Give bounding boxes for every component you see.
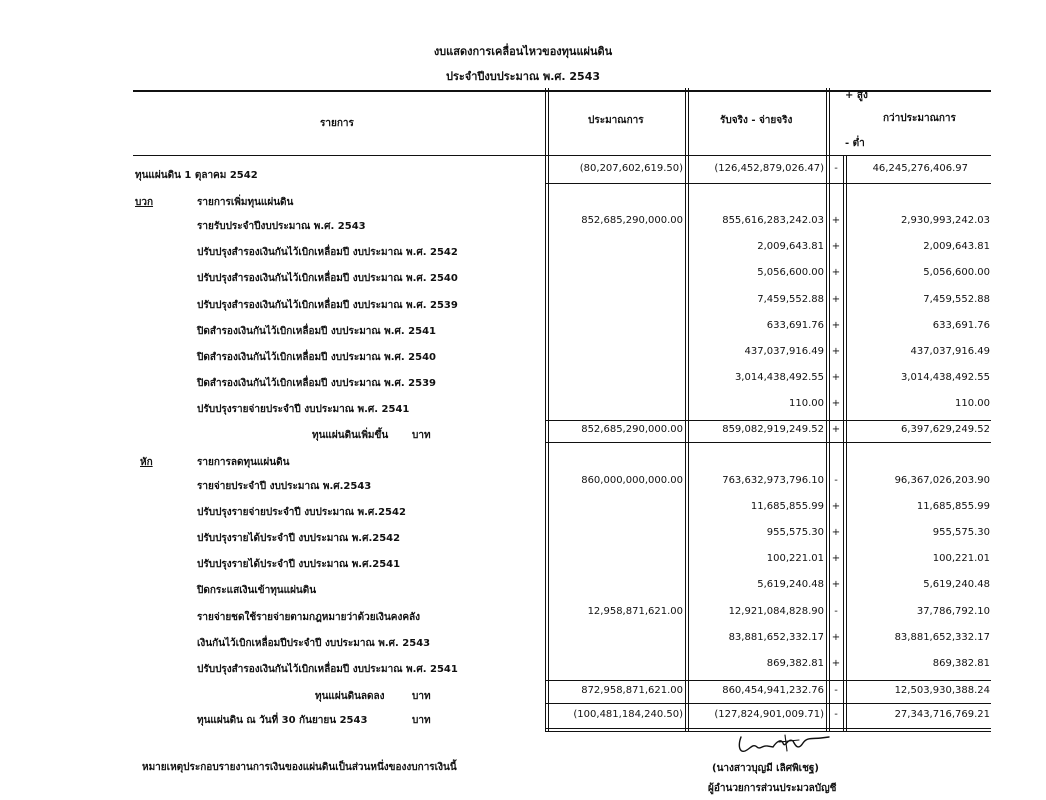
row-diff: 11,685,855.99 [916, 501, 990, 513]
row-diff: 2,009,643.81 [923, 241, 990, 253]
add-section-tag: บวก [135, 197, 154, 208]
row-label: ปรับปรุงสำรองเงินกันไว้เบิกเหลื่อมปี งบประมาณ พ.ศ. 2540 [197, 273, 458, 285]
row-budget: 860,000,000,000.00 [581, 475, 683, 486]
row-actual: 5,056,600.00 [757, 267, 824, 279]
closing-budget: (100,481,184,240.50) [573, 709, 683, 720]
add-total-actual: 859,082,919,249.52 [722, 424, 824, 435]
row-sign: + [831, 319, 841, 331]
row-sign: - [834, 475, 838, 486]
row-sign: + [831, 346, 841, 357]
row-label: รายจ่ายประจำปี งบประมาณ พ.ศ.2543 [197, 481, 372, 492]
document-title: งบแสดงการเคลื่อนไหวของทุนแผ่นดิน [433, 45, 613, 58]
row-diff: 869,382.81 [932, 657, 990, 669]
opening-budget: (80,207,602,619.50) [579, 163, 683, 174]
row-actual: 110.00 [789, 398, 824, 410]
row-actual: 869,382.81 [766, 657, 824, 669]
row-actual: 763,632,973,796.10 [722, 475, 824, 486]
less-total-actual: 860,454,941,232.76 [722, 685, 824, 696]
less-total-sign: - [834, 685, 838, 696]
row-sign: + [831, 579, 841, 591]
row-diff: 2,930,993,242.03 [900, 215, 990, 226]
row-diff: 96,367,026,203.90 [894, 475, 990, 486]
header-plus-high: + สูง [845, 90, 868, 101]
row-label: ปรับปรุงรายได้ประจำปี งบประมาณ พ.ศ.2541 [197, 559, 401, 571]
add-section-heading: รายการเพิ่มทุนแผ่นดิน [197, 197, 294, 208]
row-diff: 5,056,600.00 [923, 267, 990, 279]
row-label: ปรับปรุงรายจ่ายประจำปี งบประมาณ พ.ศ.2542 [197, 507, 406, 519]
opening-actual: (126,452,879,026.47) [714, 163, 824, 174]
row-budget: 852,685,290,000.00 [581, 215, 683, 226]
row-label: ปรับปรุงรายได้ประจำปี งบประมาณ พ.ศ.2542 [197, 533, 401, 545]
row-diff: 3,014,438,492.55 [900, 372, 990, 384]
row-label: ปิดสำรองเงินกันไว้เบิกเหลื่อมปี งบประมาณ พ.ศ. 2540 [197, 352, 437, 363]
closing-label: ทุนแผ่นดิน ณ วันที่ 30 กันยายน 2543 [197, 715, 368, 726]
closing-unit: บาท [412, 715, 431, 726]
row-diff: 633,691.76 [932, 319, 990, 331]
header-budget: ประมาณการ [588, 115, 644, 126]
row-diff: 7,459,552.88 [923, 293, 990, 305]
less-section-heading: รายการลดทุนแผ่นดิน [197, 457, 290, 468]
signatory-title: ผู้อำนวยการส่วนประมวลบัญชี [708, 783, 837, 794]
row-sign: + [831, 398, 841, 410]
row-actual: 633,691.76 [766, 319, 824, 331]
row-actual: 2,009,643.81 [757, 241, 824, 253]
row-label: ปิดสำรองเงินกันไว้เบิกเหลื่อมปี งบประมาณ พ.ศ. 2541 [197, 325, 437, 337]
row-label: รายจ่ายชดใช้รายจ่ายตามกฎหมายว่าด้วยเงินคงคลัง [197, 611, 421, 623]
row-label: ปรับปรุงสำรองเงินกันไว้เบิกเหลื่อมปี งบประมาณ พ.ศ. 2541 [197, 663, 458, 675]
closing-actual: (127,824,901,009.71) [714, 709, 824, 720]
less-section-tag: หัก [140, 457, 153, 468]
row-sign: + [831, 372, 841, 384]
less-total-unit: บาท [412, 691, 431, 702]
row-sign: - [834, 605, 838, 617]
row-actual: 5,619,240.48 [757, 579, 824, 591]
row-label: ปรับปรุงสำรองเงินกันไว้เบิกเหลื่อมปี งบประมาณ พ.ศ. 2539 [197, 299, 458, 311]
header-minus-low: - ต่ำ [845, 138, 865, 149]
row-sign: + [831, 215, 841, 226]
row-diff: 955,575.30 [932, 527, 990, 539]
opening-label: ทุนแผ่นดิน 1 ตุลาคม 2542 [135, 170, 258, 181]
row-actual: 11,685,855.99 [750, 501, 824, 513]
document-subtitle: ประจำปีงบประมาณ พ.ศ. 2543 [445, 70, 601, 83]
row-sign: + [831, 631, 841, 643]
row-budget: 12,958,871,621.00 [587, 605, 683, 617]
less-total-diff: 12,503,930,388.24 [894, 685, 990, 696]
opening-diff: 46,245,276,406.97 [872, 163, 968, 174]
less-total-budget: 872,958,871,621.00 [581, 685, 683, 696]
row-sign: + [831, 241, 841, 253]
signature [733, 731, 833, 757]
row-label: ปรับปรุงรายจ่ายประจำปี งบประมาณ พ.ศ. 2541 [197, 404, 410, 416]
row-diff: 110.00 [955, 398, 990, 410]
row-actual: 955,575.30 [766, 527, 824, 539]
row-diff: 437,037,916.49 [910, 346, 990, 357]
footnote: หมายเหตุประกอบรายงานการเงินของแผ่นดินเป็นส่วนหนึ่งของงบการเงินนี้ [142, 762, 457, 773]
row-actual: 855,616,283,242.03 [722, 215, 824, 226]
row-diff: 37,786,792.10 [916, 605, 990, 617]
closing-sign: - [834, 709, 838, 720]
header-item: รายการ [320, 118, 354, 129]
row-actual: 3,014,438,492.55 [734, 372, 824, 384]
row-sign: + [831, 527, 841, 539]
row-actual: 83,881,652,332.17 [728, 631, 824, 643]
add-total-budget: 852,685,290,000.00 [581, 424, 683, 435]
row-diff: 5,619,240.48 [923, 579, 990, 591]
header-actual: รับจริง - จ่ายจริง [720, 115, 793, 126]
row-sign: + [831, 657, 841, 669]
opening-sign: - [834, 163, 838, 174]
add-total-diff: 6,397,629,249.52 [900, 424, 990, 435]
less-total-label: ทุนแผ่นดินลดลง [315, 691, 385, 702]
add-total-unit: บาท [412, 430, 431, 441]
row-diff: 83,881,652,332.17 [894, 631, 990, 643]
add-total-sign: + [831, 424, 841, 435]
header-diff: กว่าประมาณการ [883, 113, 956, 124]
signatory-name: (นางสาวบุญมี เลิศพิเชฐ) [712, 763, 819, 774]
row-sign: + [831, 293, 841, 305]
row-actual: 12,921,084,828.90 [728, 605, 824, 617]
row-label: ปิดกระแสเงินเข้าทุนแผ่นดิน [197, 585, 317, 597]
row-label: ปิดสำรองเงินกันไว้เบิกเหลื่อมปี งบประมาณ พ.ศ. 2539 [197, 378, 437, 390]
row-sign: + [831, 267, 841, 279]
closing-diff: 27,343,716,769.21 [894, 709, 990, 720]
row-diff: 100,221.01 [932, 553, 990, 565]
row-sign: + [831, 501, 841, 513]
row-label: รายรับประจำปีงบประมาณ พ.ศ. 2543 [197, 221, 366, 232]
row-sign: + [831, 553, 841, 565]
row-label: เงินกันไว้เบิกเหลื่อมปีประจำปี งบประมาณ พ.ศ. 2543 [197, 637, 431, 649]
row-label: ปรับปรุงสำรองเงินกันไว้เบิกเหลื่อมปี งบประมาณ พ.ศ. 2542 [197, 247, 458, 259]
add-total-label: ทุนแผ่นดินเพิ่มขึ้น [312, 430, 389, 441]
row-actual: 100,221.01 [766, 553, 824, 565]
row-actual: 7,459,552.88 [757, 293, 824, 305]
row-actual: 437,037,916.49 [744, 346, 824, 357]
